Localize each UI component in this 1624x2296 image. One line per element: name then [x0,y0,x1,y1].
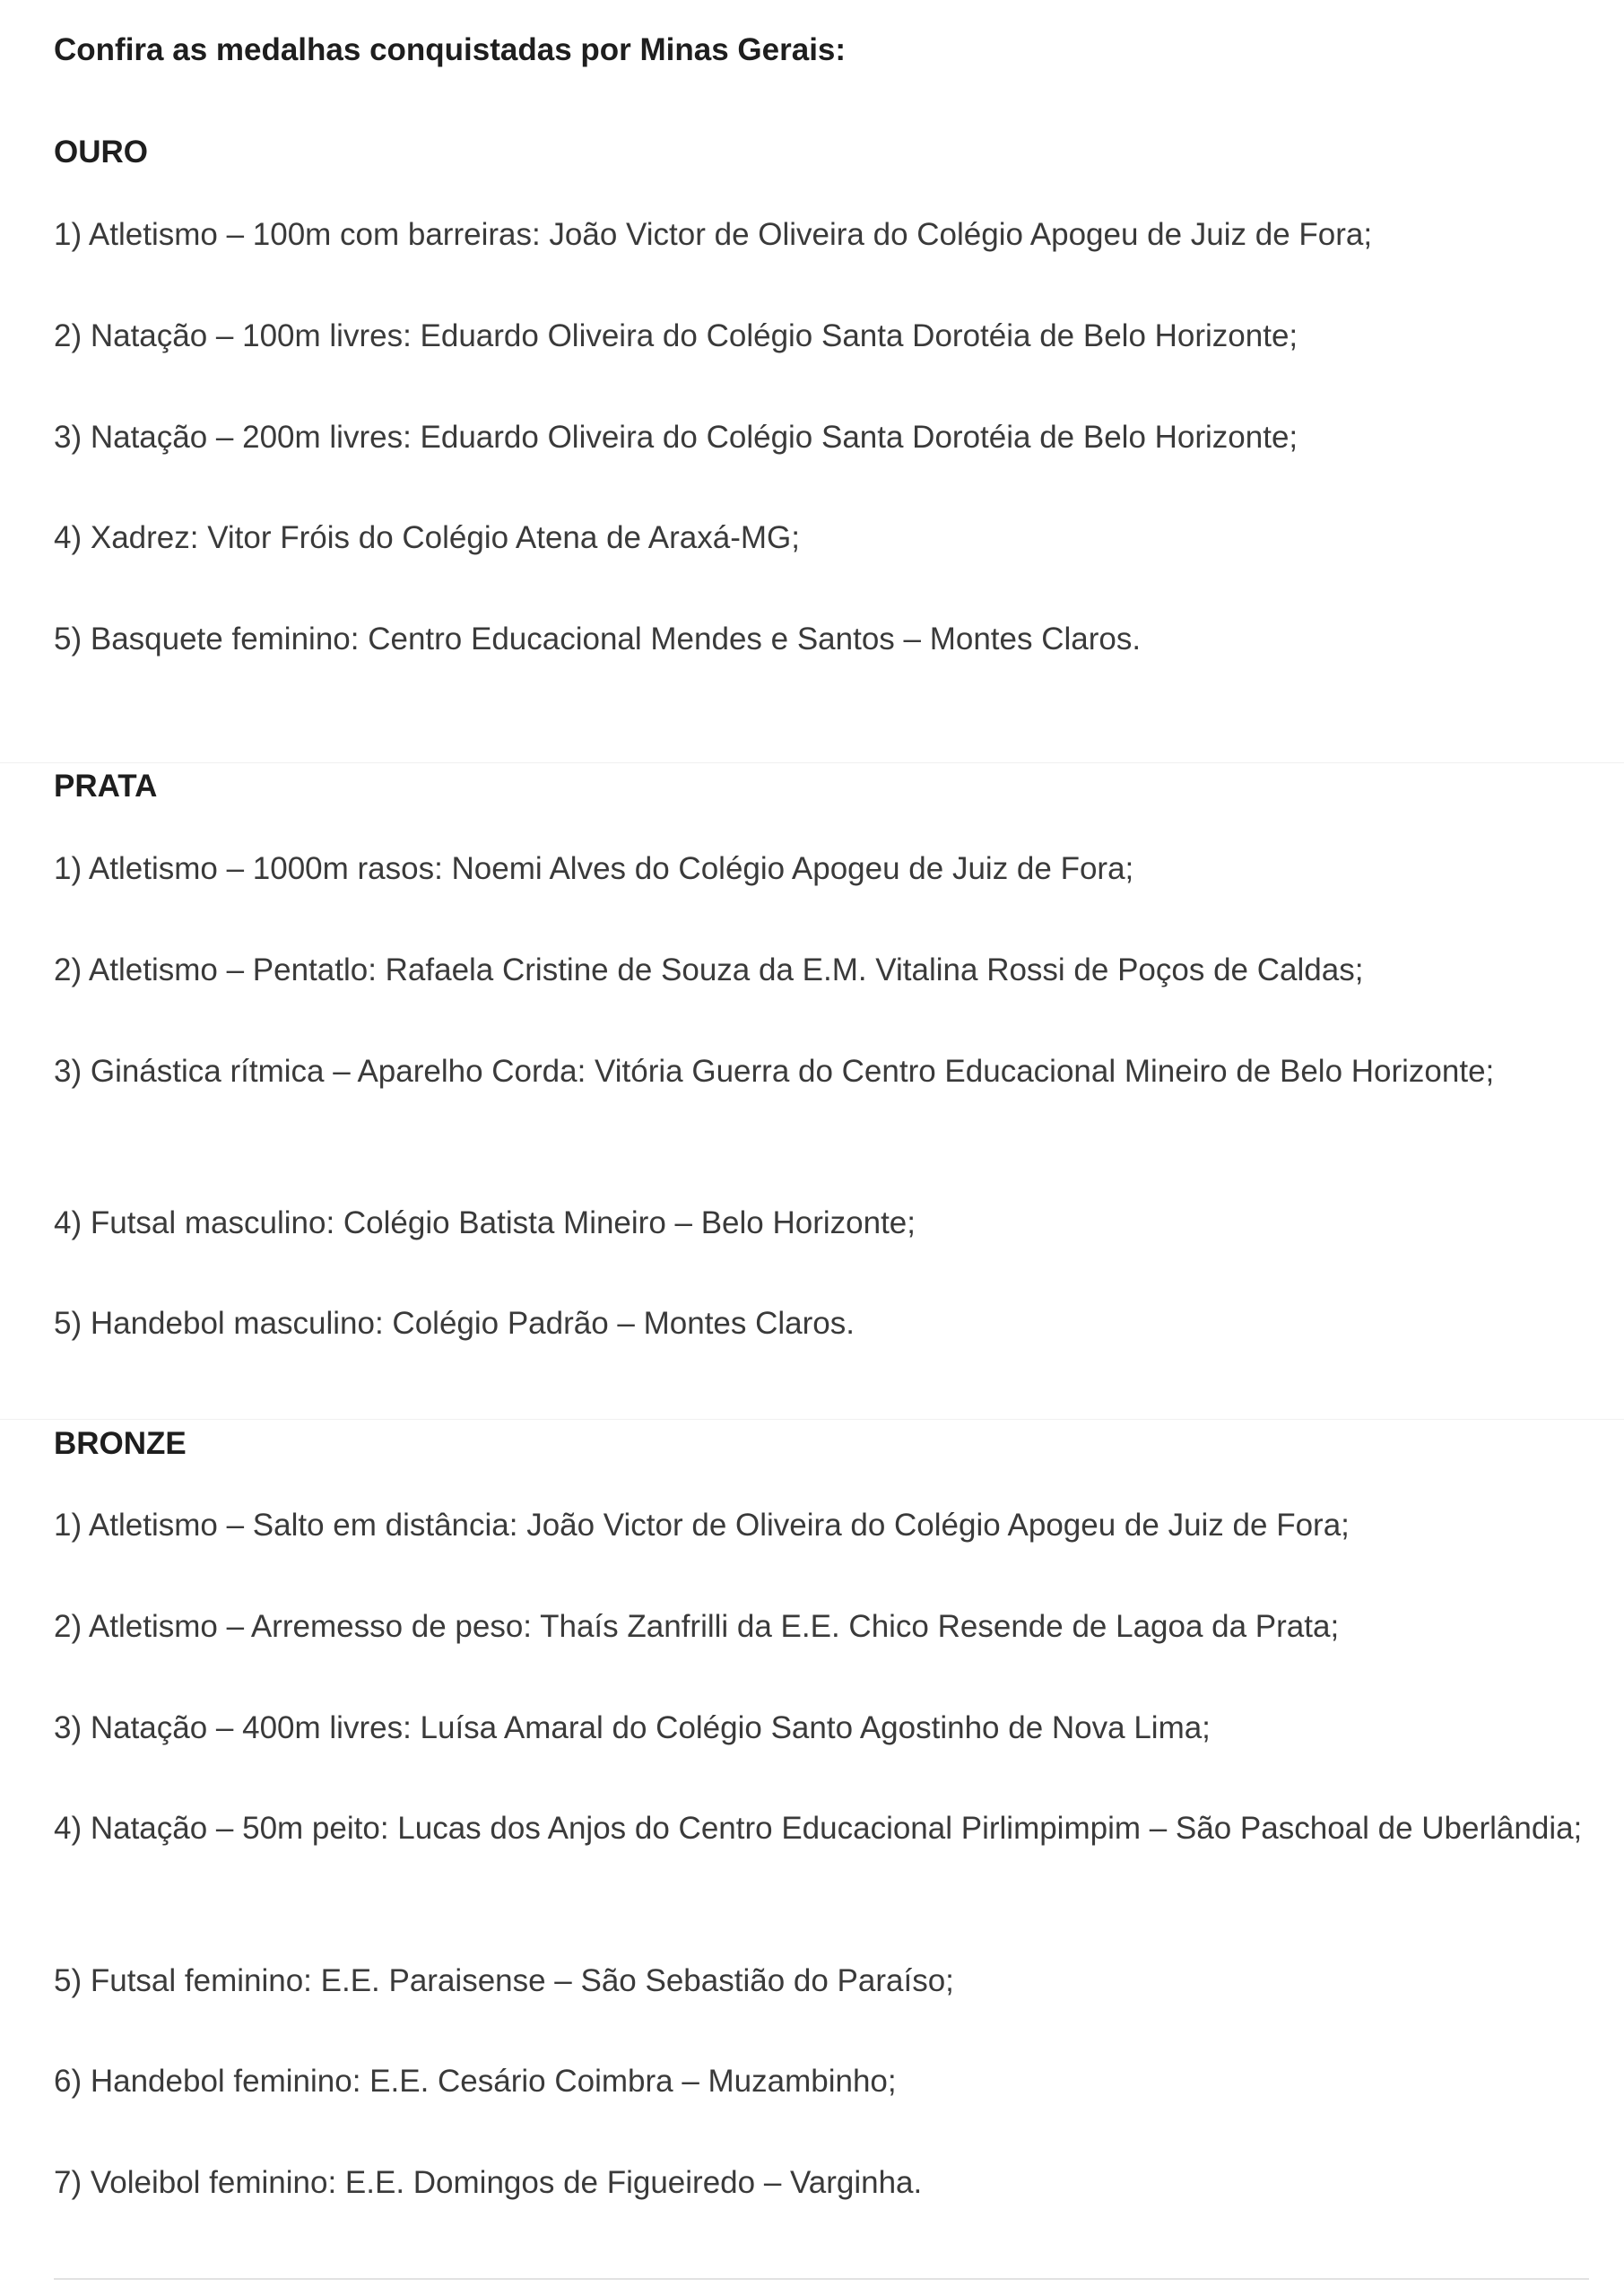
bronze-entry: 7) Voleibol feminino: E.E. Domingos de Figueiredo – Varginha. [54,2165,923,2200]
gold-entry: 3) Natação – 200m livres: Eduardo Oliveira do Colégio Santa Dorotéia de Belo Horizonte; [54,420,1298,455]
gold-entry: 4) Xadrez: Vitor Fróis do Colégio Atena de Araxá-MG; [54,520,800,555]
bottom-divider [54,2278,1589,2280]
silver-entry: 5) Handebol masculino: Colégio Padrão – Montes Claros. [54,1306,855,1341]
bronze-entry: 6) Handebol feminino: E.E. Cesário Coimbra – Muzambinho; [54,2064,897,2099]
bronze-entry: 5) Futsal feminino: E.E. Paraisense – São Sebastião do Paraíso; [54,1963,954,1998]
bronze-entry: 4) Natação – 50m peito: Lucas dos Anjos do Centro Educacional Pirlimpimpim – São Paschoal de Uberlândia; [54,1811,1583,1846]
bronze-section [54,1426,1587,2200]
silver-section [54,769,1587,1341]
gold-entry: 5) Basquete feminino: Centro Educacional Mendes e Santos – Montes Claros. [54,622,1142,657]
intro-heading: Confira as medalhas conquistadas por Minas Gerais: [54,32,847,67]
bronze-entry: 1) Atletismo – Salto em distância: João Victor de Oliveira do Colégio Apogeu de Juiz de Fora; [54,1508,1350,1543]
bronze-title: BRONZE [54,1426,187,1461]
gold-entry: 2) Natação – 100m livres: Eduardo Oliveira do Colégio Santa Dorotéia de Belo Horizonte; [54,318,1298,353]
gold-title: OURO [54,135,148,170]
gold-entry: 1) Atletismo – 100m com barreiras: João Victor de Oliveira do Colégio Apogeu de Juiz de Fora; [54,217,1373,252]
bronze-entry: 2) Atletismo – Arremesso de peso: Thaís Zanfrilli da E.E. Chico Resende de Lagoa da Prata; [54,1609,1340,1644]
bronze-entry: 3) Natação – 400m livres: Luísa Amaral do Colégio Santo Agostinho de Nova Lima; [54,1710,1211,1745]
silver-entry: 3) Ginástica rítmica – Aparelho Corda: Vitória Guerra do Centro Educacional Mineiro de Belo Horizonte; [54,1054,1495,1089]
silver-title: PRATA [54,769,158,804]
section-divider [0,762,1624,763]
silver-entry: 2) Atletismo – Pentatlo: Rafaela Cristine de Souza da E.M. Vitalina Rossi de Poços de Caldas; [54,952,1364,987]
silver-entry: 4) Futsal masculino: Colégio Batista Mineiro – Belo Horizonte; [54,1205,916,1240]
section-divider [0,1419,1624,1420]
gold-section [54,135,1587,657]
silver-entry: 1) Atletismo – 1000m rasos: Noemi Alves do Colégio Apogeu de Juiz de Fora; [54,851,1134,886]
